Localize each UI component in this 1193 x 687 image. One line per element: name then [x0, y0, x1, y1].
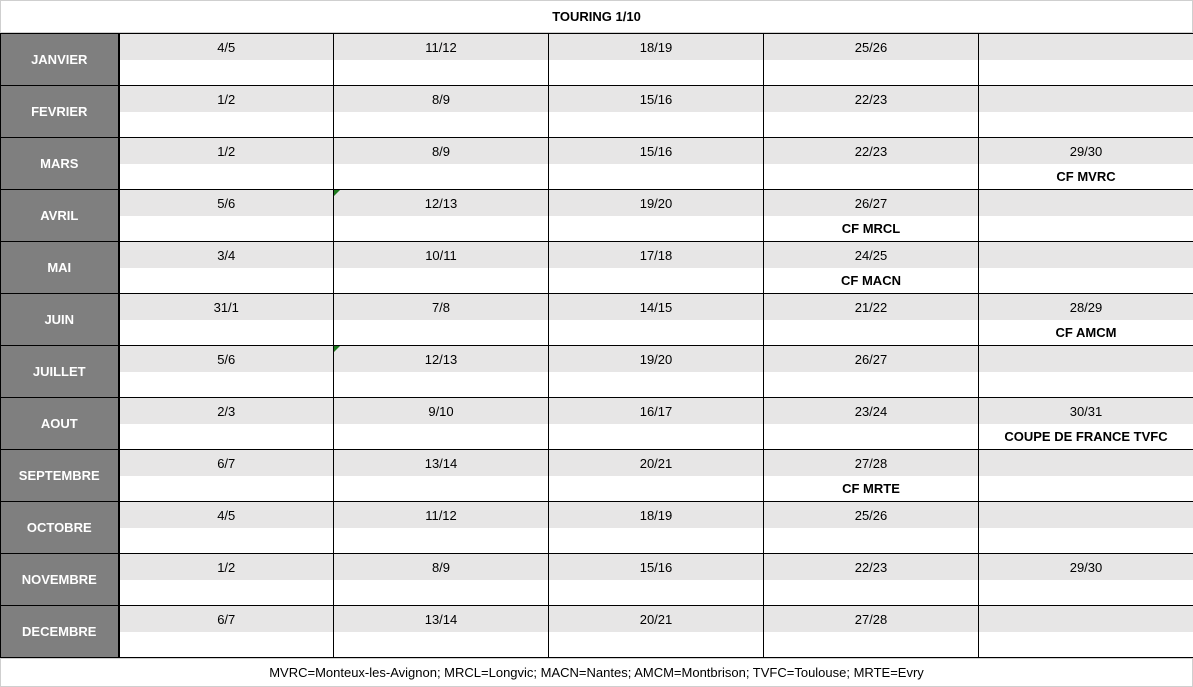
month-row: [1, 554, 1193, 581]
event-cell[interactable]: [549, 216, 764, 242]
month-row: [1, 190, 1193, 217]
event-cell[interactable]: [979, 112, 1193, 138]
weekend-date-cell[interactable]: [979, 34, 1193, 61]
event-cell[interactable]: [334, 632, 549, 658]
month-row: [1, 294, 1193, 321]
event-cell[interactable]: [119, 580, 334, 606]
event-cell[interactable]: [549, 580, 764, 606]
month-row: [1, 502, 1193, 529]
month-label[interactable]: FEVRIER: [1, 86, 119, 138]
weekend-date-cell[interactable]: [979, 606, 1193, 633]
sheet-title[interactable]: TOURING 1/10: [0, 0, 1193, 33]
weekend-date-cell[interactable]: 7/8: [334, 294, 549, 321]
weekend-date-cell[interactable]: 26/27: [764, 346, 979, 373]
event-cell[interactable]: [549, 528, 764, 554]
event-cell[interactable]: [549, 268, 764, 294]
weekend-date-cell[interactable]: 19/20: [549, 346, 764, 373]
month-label[interactable]: DECEMBRE: [1, 606, 119, 658]
event-cell[interactable]: [764, 60, 979, 86]
event-cell[interactable]: [549, 320, 764, 346]
weekend-date-cell[interactable]: [979, 450, 1193, 477]
weekend-date-cell[interactable]: 18/19: [549, 34, 764, 61]
event-cell[interactable]: [334, 528, 549, 554]
weekend-date-cell[interactable]: 16/17: [549, 398, 764, 425]
weekend-date-cell[interactable]: [979, 86, 1193, 113]
event-cell[interactable]: [119, 216, 334, 242]
event-cell[interactable]: [119, 60, 334, 86]
weekend-date-cell[interactable]: 30/31: [979, 398, 1193, 425]
weekend-date-cell[interactable]: 10/11: [334, 242, 549, 269]
weekend-date-cell[interactable]: 13/14: [334, 606, 549, 633]
weekend-date-cell[interactable]: 8/9: [334, 86, 549, 113]
event-row: [1, 268, 1193, 294]
event-cell[interactable]: [764, 424, 979, 450]
weekend-date-cell[interactable]: 11/12: [334, 502, 549, 529]
event-cell[interactable]: [979, 216, 1193, 242]
weekend-date-cell[interactable]: 19/20: [549, 190, 764, 217]
event-row: [1, 580, 1193, 606]
weekend-date-cell[interactable]: 1/2: [119, 554, 334, 581]
weekend-date-cell[interactable]: 14/15: [549, 294, 764, 321]
event-row: [1, 60, 1193, 86]
month-label[interactable]: OCTOBRE: [1, 502, 119, 554]
event-cell[interactable]: [334, 580, 549, 606]
event-cell[interactable]: [119, 476, 334, 502]
weekend-date-cell[interactable]: 12/13: [334, 346, 549, 373]
weekend-date-cell[interactable]: 4/5: [119, 502, 334, 529]
weekend-date-cell[interactable]: 15/16: [549, 554, 764, 581]
weekend-date-cell[interactable]: 1/2: [119, 138, 334, 165]
event-cell[interactable]: [119, 320, 334, 346]
month-label[interactable]: MAI: [1, 242, 119, 294]
event-row: [1, 216, 1193, 242]
weekend-date-cell[interactable]: 27/28: [764, 450, 979, 477]
event-cell[interactable]: CF MVRC: [979, 164, 1193, 190]
event-cell[interactable]: [979, 528, 1193, 554]
event-row: [1, 424, 1193, 450]
event-cell[interactable]: [764, 112, 979, 138]
weekend-date-cell[interactable]: 11/12: [334, 34, 549, 61]
event-cell[interactable]: [334, 372, 549, 398]
month-label[interactable]: MARS: [1, 138, 119, 190]
weekend-date-cell[interactable]: 17/18: [549, 242, 764, 269]
month-row: [1, 34, 1193, 61]
month-label[interactable]: JUILLET: [1, 346, 119, 398]
event-cell[interactable]: [979, 632, 1193, 658]
weekend-date-cell[interactable]: 26/27: [764, 190, 979, 217]
weekend-date-cell[interactable]: 15/16: [549, 86, 764, 113]
weekend-date-cell[interactable]: 8/9: [334, 554, 549, 581]
weekend-date-cell[interactable]: 31/1: [119, 294, 334, 321]
weekend-date-cell[interactable]: [979, 346, 1193, 373]
event-cell[interactable]: CF AMCM: [979, 320, 1193, 346]
weekend-date-cell[interactable]: 15/16: [549, 138, 764, 165]
event-cell[interactable]: [119, 112, 334, 138]
event-row: [1, 112, 1193, 138]
calendar-table: [0, 33, 1193, 658]
weekend-date-cell[interactable]: [979, 502, 1193, 529]
event-cell[interactable]: [764, 164, 979, 190]
weekend-date-cell[interactable]: 12/13: [334, 190, 549, 217]
weekend-date-cell[interactable]: 24/25: [764, 242, 979, 269]
event-cell[interactable]: CF MACN: [764, 268, 979, 294]
weekend-date-cell[interactable]: 29/30: [979, 138, 1193, 165]
event-cell[interactable]: [979, 476, 1193, 502]
weekend-date-cell[interactable]: 25/26: [764, 502, 979, 529]
event-cell[interactable]: CF MRTE: [764, 476, 979, 502]
event-cell[interactable]: [979, 268, 1193, 294]
event-cell[interactable]: [764, 632, 979, 658]
weekend-date-cell[interactable]: 27/28: [764, 606, 979, 633]
event-cell[interactable]: [549, 476, 764, 502]
weekend-date-cell[interactable]: 2/3: [119, 398, 334, 425]
event-cell[interactable]: [334, 320, 549, 346]
event-cell[interactable]: [549, 632, 764, 658]
weekend-date-cell[interactable]: 18/19: [549, 502, 764, 529]
month-label[interactable]: NOVEMBRE: [1, 554, 119, 606]
weekend-date-cell[interactable]: 6/7: [119, 606, 334, 633]
weekend-date-cell[interactable]: 5/6: [119, 190, 334, 217]
event-cell[interactable]: [334, 424, 549, 450]
month-row: [1, 86, 1193, 113]
event-cell[interactable]: [549, 164, 764, 190]
event-cell[interactable]: [119, 268, 334, 294]
weekend-date-cell[interactable]: 25/26: [764, 34, 979, 61]
event-cell[interactable]: [119, 528, 334, 554]
month-label[interactable]: AOUT: [1, 398, 119, 450]
weekend-date-cell[interactable]: 6/7: [119, 450, 334, 477]
event-cell[interactable]: [334, 476, 549, 502]
event-cell[interactable]: [764, 320, 979, 346]
event-cell[interactable]: [334, 60, 549, 86]
weekend-date-cell[interactable]: 1/2: [119, 86, 334, 113]
event-cell[interactable]: [979, 372, 1193, 398]
event-cell[interactable]: [979, 580, 1193, 606]
event-cell[interactable]: [764, 372, 979, 398]
event-cell[interactable]: COUPE DE FRANCE TVFC: [979, 424, 1193, 450]
month-label[interactable]: JANVIER: [1, 34, 119, 86]
weekend-date-cell[interactable]: 22/23: [764, 554, 979, 581]
event-cell[interactable]: [764, 580, 979, 606]
event-cell[interactable]: [549, 372, 764, 398]
event-row: [1, 164, 1193, 190]
event-cell[interactable]: [334, 112, 549, 138]
weekend-date-cell[interactable]: 5/6: [119, 346, 334, 373]
weekend-date-cell[interactable]: 13/14: [334, 450, 549, 477]
month-label[interactable]: AVRIL: [1, 190, 119, 242]
event-cell[interactable]: [549, 60, 764, 86]
event-row: [1, 632, 1193, 658]
legend-footer[interactable]: MVRC=Monteux-les-Avignon; MRCL=Longvic; MACN=Nantes; AMCM=Montbrison; TVFC=Toulouse; MRTE=Evry: [0, 658, 1193, 687]
event-cell[interactable]: [979, 60, 1193, 86]
event-cell[interactable]: CF MRCL: [764, 216, 979, 242]
event-cell[interactable]: [119, 164, 334, 190]
weekend-date-cell[interactable]: 4/5: [119, 34, 334, 61]
event-cell[interactable]: [334, 216, 549, 242]
weekend-date-cell[interactable]: 21/22: [764, 294, 979, 321]
month-label[interactable]: SEPTEMBRE: [1, 450, 119, 502]
event-cell[interactable]: [119, 632, 334, 658]
event-cell[interactable]: [334, 164, 549, 190]
event-row: [1, 372, 1193, 398]
month-label[interactable]: JUIN: [1, 294, 119, 346]
weekend-date-cell[interactable]: 9/10: [334, 398, 549, 425]
event-cell[interactable]: [549, 112, 764, 138]
month-row: [1, 138, 1193, 165]
event-cell[interactable]: [549, 424, 764, 450]
event-row: [1, 320, 1193, 346]
event-cell[interactable]: [764, 528, 979, 554]
event-cell[interactable]: [119, 372, 334, 398]
weekend-date-cell[interactable]: 20/21: [549, 606, 764, 633]
event-cell[interactable]: [334, 268, 549, 294]
weekend-date-cell[interactable]: [979, 190, 1193, 217]
month-row: [1, 606, 1193, 633]
weekend-date-cell[interactable]: 23/24: [764, 398, 979, 425]
weekend-date-cell[interactable]: 8/9: [334, 138, 549, 165]
weekend-date-cell[interactable]: 22/23: [764, 86, 979, 113]
month-row: [1, 450, 1193, 477]
weekend-date-cell[interactable]: 3/4: [119, 242, 334, 269]
month-row: [1, 242, 1193, 269]
weekend-date-cell[interactable]: 28/29: [979, 294, 1193, 321]
event-row: [1, 528, 1193, 554]
event-cell[interactable]: [119, 424, 334, 450]
weekend-date-cell[interactable]: 22/23: [764, 138, 979, 165]
month-row: [1, 346, 1193, 373]
event-row: [1, 476, 1193, 502]
weekend-date-cell[interactable]: [979, 242, 1193, 269]
weekend-date-cell[interactable]: 29/30: [979, 554, 1193, 581]
month-row: [1, 398, 1193, 425]
weekend-date-cell[interactable]: 20/21: [549, 450, 764, 477]
